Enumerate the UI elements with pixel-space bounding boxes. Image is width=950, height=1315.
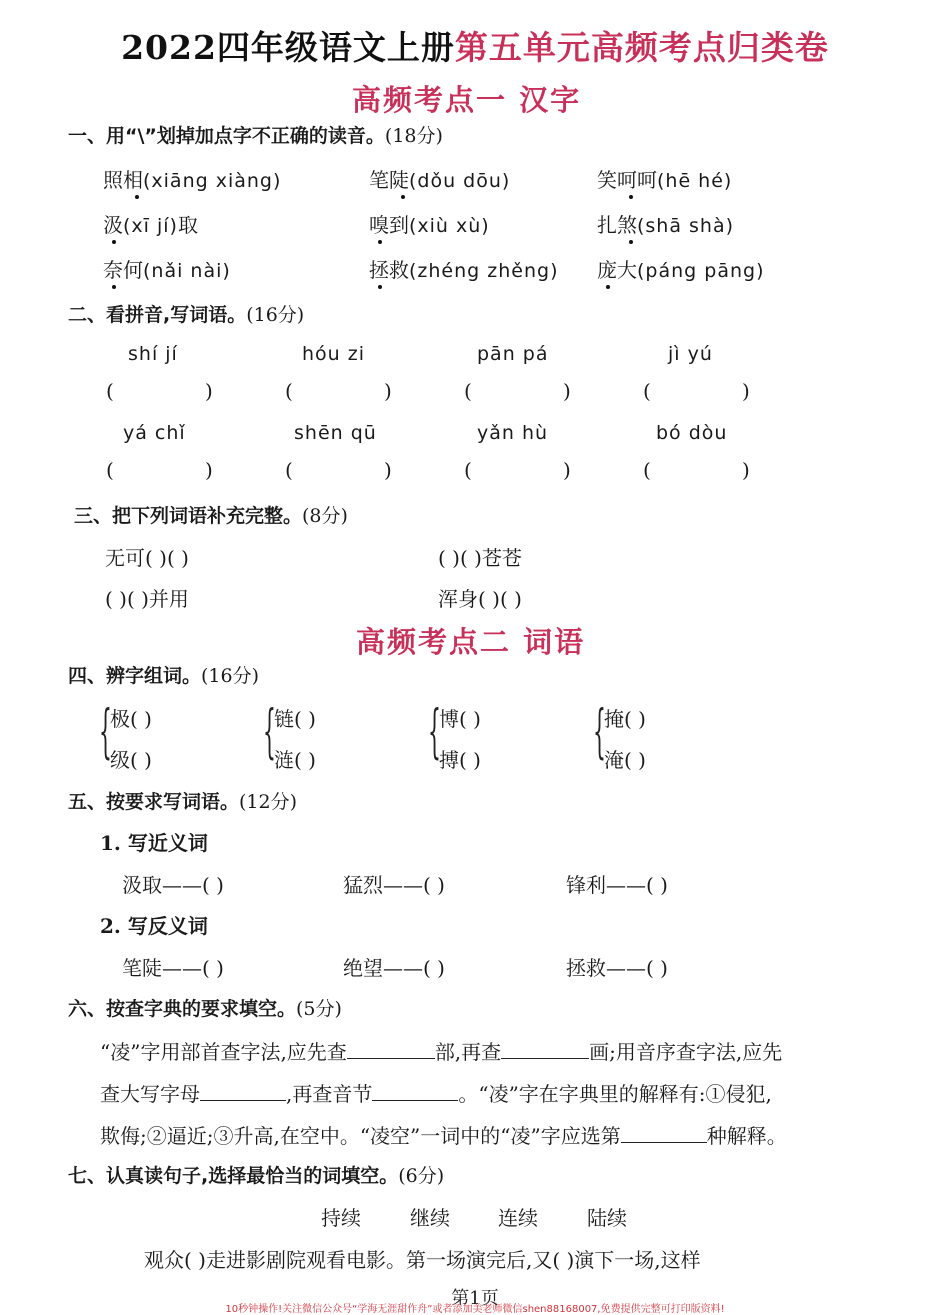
q6-paragraph-line-1	[100, 1036, 782, 1065]
emphasis-dot	[629, 240, 633, 244]
footer-note: 10秒钟操作!关注微信公众号“学海无涯甜作舟”或者添加美老师微信shen88168007,免费提供完整可打印版资料!	[225, 1304, 725, 1315]
answer-blank[interactable]: (	[106, 458, 114, 482]
q2-pinyin-5: yá chǐ	[123, 422, 186, 444]
fill-blank[interactable]	[621, 1124, 707, 1143]
q4-pair-3-b[interactable]: 搏( )	[439, 748, 481, 772]
q6-text: “凌”字用部首查字法,应先查	[100, 1040, 347, 1064]
q6-paragraph-line-2	[100, 1078, 772, 1107]
q1-pinyin: (shā shà)	[637, 215, 735, 237]
q1-word: 拯救	[369, 258, 409, 282]
question-5-score: (12分)	[239, 791, 298, 813]
q2-pinyin-8: bó dòu	[656, 422, 728, 444]
question-3-score: (8分)	[302, 505, 348, 527]
emphasis-dot	[401, 195, 405, 199]
question-2-text: 二、看拼音,写词语。	[68, 304, 247, 326]
answer-blank[interactable]: (	[464, 458, 472, 482]
q1-word: 庞大	[597, 258, 637, 282]
brace-icon: {	[593, 697, 606, 765]
q7-sentence[interactable]: 观众( )走进影剧院观看电影。第一场演完后,又( )演下一场,这样	[144, 1248, 701, 1272]
q4-pair-4-b[interactable]: 淹( )	[604, 748, 646, 772]
q5-sub1-label: 1. 写近义词	[100, 831, 208, 855]
q5-synonym-1[interactable]: 汲取——( )	[122, 873, 224, 897]
section-heading-vocabulary: 高频考点二 词语	[356, 625, 586, 659]
page-title	[0, 22, 950, 69]
q4-pair-4-a[interactable]: 掩( )	[604, 707, 646, 731]
q1-pinyin: (páng pāng)	[637, 260, 765, 282]
section-heading-characters: 高频考点一 汉字	[352, 83, 582, 117]
q5-antonym-1[interactable]: 笔陡——( )	[122, 956, 224, 980]
q4-pair-3-a[interactable]: 博( )	[439, 707, 481, 731]
q1-pinyin: (xiù xù)	[409, 215, 490, 237]
answer-blank-close: )	[384, 458, 392, 482]
answer-blank[interactable]: (	[285, 458, 293, 482]
q5-synonym-3[interactable]: 锋利——( )	[566, 873, 668, 897]
question-5-label	[68, 787, 297, 814]
q6-text: 查大写字母	[100, 1082, 200, 1106]
question-4-label	[68, 661, 259, 688]
q1-pinyin: (xī jí)	[123, 215, 178, 237]
q1-word: 笔陡	[369, 168, 409, 192]
q1-item-2	[369, 164, 510, 193]
q6-text: 种解释。	[706, 1124, 787, 1148]
q5-sub2-label: 2. 写反义词	[100, 914, 208, 938]
brace-icon: {	[99, 697, 112, 765]
q1-item-5	[369, 209, 490, 238]
question-7-text: 七、认真读句子,选择最恰当的词填空。	[68, 1165, 399, 1187]
answer-blank-close: )	[563, 379, 571, 403]
answer-blank[interactable]: (	[106, 379, 114, 403]
emphasis-dot	[378, 285, 382, 289]
q1-item-8	[369, 254, 558, 283]
q2-pinyin-3: pān pá	[477, 343, 549, 365]
q6-text: 部,再查	[434, 1040, 502, 1064]
question-7-label	[68, 1161, 444, 1188]
question-2-score: (16分)	[246, 304, 305, 326]
answer-blank[interactable]: (	[643, 379, 651, 403]
q1-item-4	[103, 209, 198, 238]
answer-blank-close: )	[205, 379, 213, 403]
question-6-label	[68, 994, 342, 1021]
q1-pinyin: (dǒu dōu)	[409, 170, 511, 192]
fill-blank[interactable]	[347, 1040, 435, 1059]
q1-word: 嗅到	[369, 213, 409, 237]
brace-icon: {	[428, 697, 441, 765]
q1-item-6	[597, 209, 734, 238]
q1-item-7	[103, 254, 231, 283]
question-6-score: (5分)	[296, 998, 342, 1020]
brace-icon: {	[263, 697, 276, 765]
q3-item-3[interactable]: ( )( )并用	[105, 587, 189, 611]
q1-pinyin: (xiāng xiàng)	[143, 170, 282, 192]
q1-word: 奈何	[103, 258, 143, 282]
q1-item-1	[103, 164, 281, 193]
q6-text: 画;用音序查字法,应先	[589, 1040, 783, 1064]
q2-pinyin-4: jì yú	[668, 343, 713, 365]
fill-blank[interactable]	[372, 1082, 458, 1101]
q5-antonym-2[interactable]: 绝望——( )	[343, 956, 445, 980]
q7-option-1: 持续	[321, 1206, 361, 1230]
question-5-text: 五、按要求写词语。	[68, 791, 240, 813]
q2-pinyin-6: shēn qū	[294, 422, 377, 444]
q1-pinyin: (hē hé)	[657, 170, 733, 192]
q1-word: 笑呵呵	[597, 168, 657, 192]
question-3-label	[74, 501, 348, 528]
answer-blank-close: )	[742, 379, 750, 403]
answer-blank-close: )	[384, 379, 392, 403]
question-1-text: 一、用“\”划掉加点字不正确的读音。	[68, 125, 385, 147]
q6-text: 。“凌”字在字典里的解释有:①侵犯,	[458, 1082, 772, 1106]
question-4-text: 四、辨字组词。	[68, 665, 202, 687]
q4-pair-2-a[interactable]: 链( )	[274, 707, 316, 731]
q1-word-suffix: 取	[177, 213, 198, 237]
q6-paragraph-line-3	[100, 1120, 787, 1149]
page-number: 第1页	[451, 1288, 499, 1309]
answer-blank[interactable]: (	[643, 458, 651, 482]
question-3-text: 三、把下列词语补充完整。	[74, 505, 303, 527]
q5-synonym-2[interactable]: 猛烈——( )	[343, 873, 445, 897]
question-6-text: 六、按查字典的要求填空。	[68, 998, 297, 1020]
question-2-label	[68, 300, 304, 327]
question-7-score: (6分)	[398, 1165, 445, 1187]
question-1-score: (18分)	[384, 125, 443, 147]
q4-pair-1-b[interactable]: 级( )	[110, 748, 152, 772]
emphasis-dot	[378, 240, 382, 244]
q1-item-3	[597, 164, 732, 193]
q1-pinyin: (nǎi nài)	[143, 260, 231, 282]
q2-pinyin-2: hóu zi	[302, 343, 365, 365]
question-4-score: (16分)	[201, 665, 260, 687]
q1-item-9	[597, 254, 764, 283]
emphasis-dot	[112, 240, 116, 244]
q4-pair-1-a[interactable]: 极( )	[110, 707, 152, 731]
emphasis-dot	[629, 195, 633, 199]
q2-pinyin-1: shí jí	[128, 343, 178, 365]
answer-blank[interactable]: (	[464, 379, 472, 403]
title-grade: 2022四年级语文上册	[121, 28, 455, 67]
q3-item-4[interactable]: 浑身( )( )	[438, 587, 522, 611]
q7-option-2: 继续	[410, 1206, 450, 1230]
answer-blank-close: )	[563, 458, 571, 482]
answer-blank-close: )	[742, 458, 750, 482]
q1-word: 汲	[103, 213, 123, 237]
answer-blank[interactable]: (	[285, 379, 293, 403]
answer-blank-close: )	[205, 458, 213, 482]
fill-blank[interactable]	[501, 1040, 589, 1059]
q6-text: ,再查音节	[286, 1082, 373, 1106]
q7-option-3: 连续	[498, 1206, 538, 1230]
emphasis-dot	[606, 285, 610, 289]
emphasis-dot	[112, 285, 116, 289]
emphasis-dot	[135, 195, 139, 199]
q7-option-4: 陆续	[587, 1206, 627, 1230]
q1-pinyin: (zhéng zhěng)	[409, 260, 559, 282]
q1-word: 照相	[103, 168, 143, 192]
q3-item-2[interactable]: ( )( )苍苍	[438, 546, 522, 570]
q4-pair-2-b[interactable]: 涟( )	[274, 748, 316, 772]
q1-word: 扎煞	[597, 213, 637, 237]
q5-antonym-3[interactable]: 拯救——( )	[566, 956, 668, 980]
q2-pinyin-7: yǎn hù	[477, 422, 549, 444]
q6-text: 欺侮;②逼近;③升高,在空中。“凌空”一词中的“凌”字应选第	[100, 1124, 621, 1148]
fill-blank[interactable]	[200, 1082, 286, 1101]
title-unit: 第五单元高频考点归类卷	[454, 28, 829, 67]
question-1-label	[68, 121, 443, 148]
q3-item-1[interactable]: 无可( )( )	[105, 546, 189, 570]
